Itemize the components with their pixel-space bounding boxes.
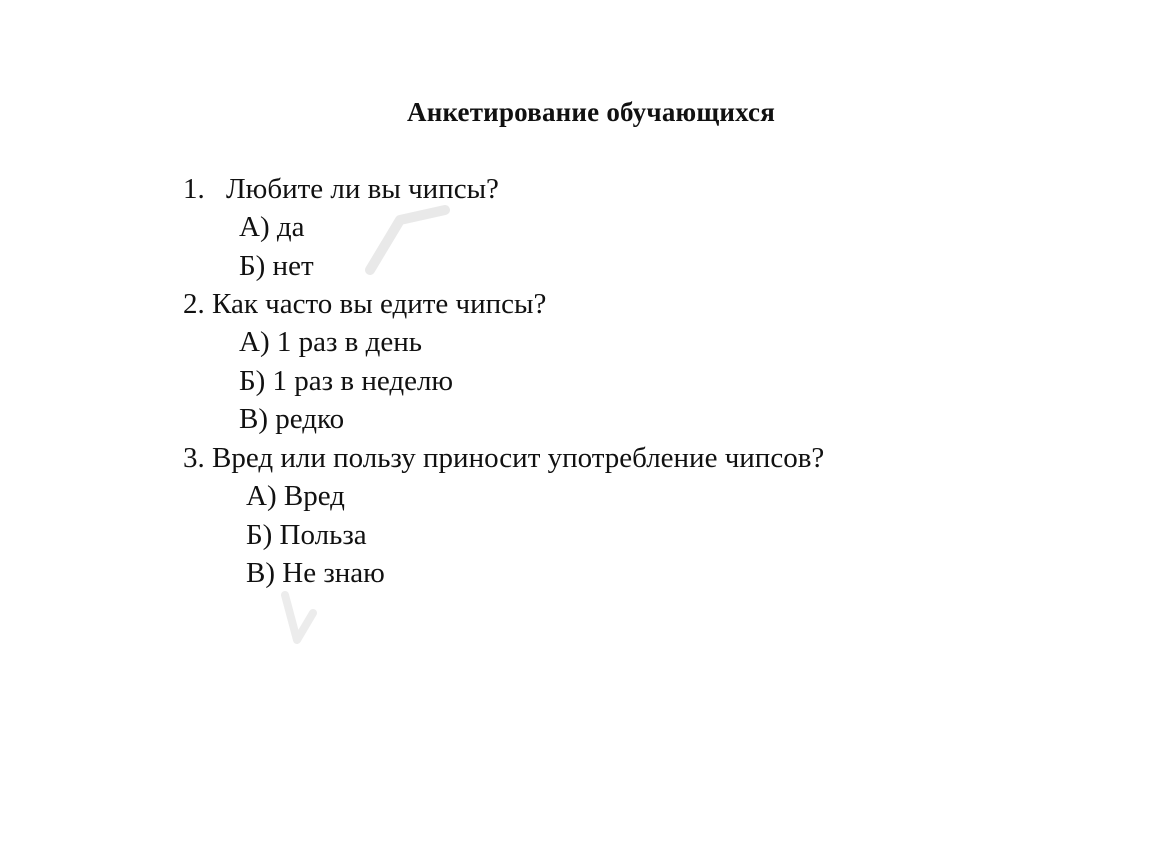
question-1-text: Любите ли вы чипсы? [226,173,499,205]
question-2-text: 2. Как часто вы едите чипсы? [183,288,547,320]
question-1-number: 1. [183,173,205,205]
question-3-option-a: А) Вред [246,480,345,512]
question-3-option-c: В) Не знаю [246,557,385,589]
question-1-option-a: А) да [239,211,305,243]
question-2-option-a: А) 1 раз в день [239,326,422,358]
question-1-option-b: Б) нет [239,250,314,282]
question-3-option-b: Б) Польза [246,519,367,551]
question-3-text: 3. Вред или пользу приносит употребление чипсов? [183,442,825,474]
question-2-option-b: Б) 1 раз в неделю [239,365,454,397]
question-2-option-c: В) редко [239,403,345,435]
page-title: Анкетирование обучающихся [407,97,776,127]
faint-checkmark-icon-lower [275,585,335,665]
